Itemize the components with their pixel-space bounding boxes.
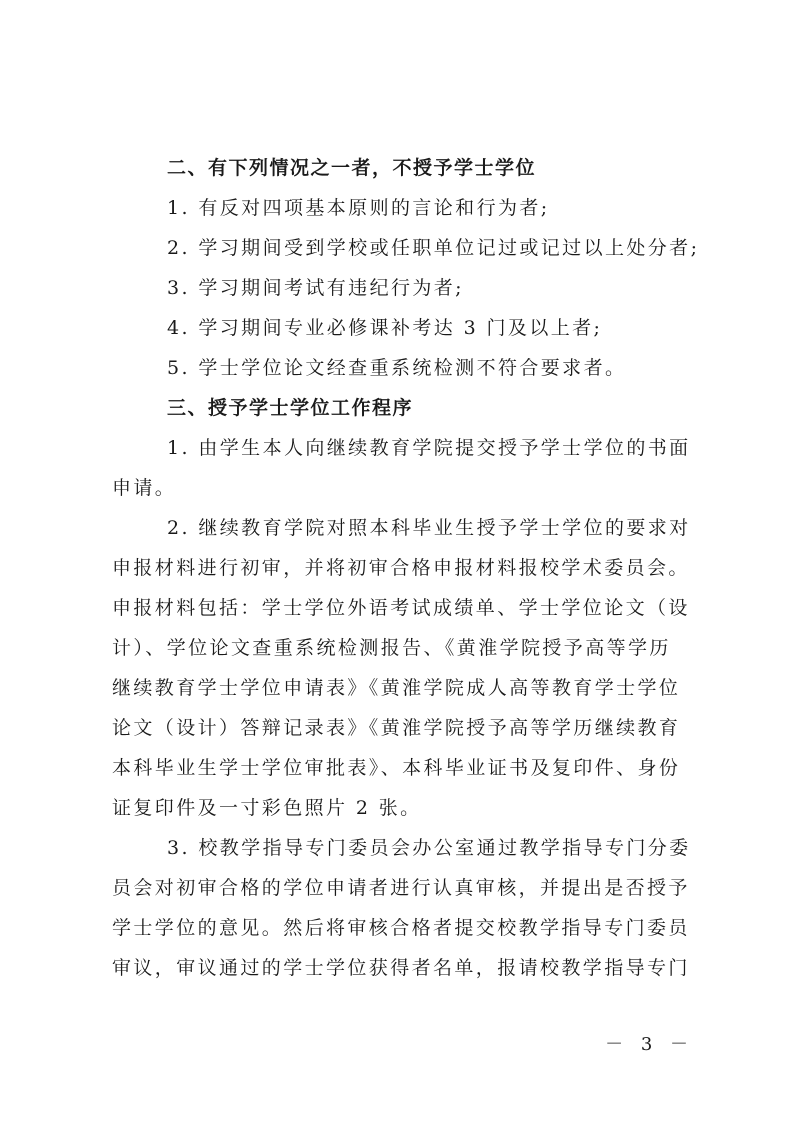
paragraph-line: 2. 继续教育学院对照本科毕业生授予学士学位的要求对 bbox=[167, 517, 691, 539]
paragraph-line: 计）、学位论文查重系统检测报告、《黄淮学院授予高等学历 bbox=[112, 637, 671, 659]
paragraph-line: 学士学位的意见。然后将审核合格者提交校教学指导专门委员 bbox=[112, 917, 690, 939]
paragraph-line: 1. 由学生本人向继续教育学院提交授予学士学位的书面 bbox=[167, 437, 691, 459]
paragraph-line: 申报材料进行初审，并将初审合格申报材料报校学术委员会。 bbox=[112, 557, 690, 579]
paragraph-line: 3. 校教学指导专门委员会办公室通过教学指导专门分委 bbox=[167, 837, 691, 859]
paragraph-line: 本科毕业生学士学位审批表》、本科毕业证书及复印件、身份 bbox=[112, 757, 681, 779]
paragraph-line: 证复印件及一寸彩色照片 2 张。 bbox=[112, 797, 422, 819]
paragraph-line: 论文（设计）答辩记录表》《黄淮学院授予高等学历继续教育 bbox=[112, 717, 681, 739]
paragraph-line: 申请。 bbox=[112, 477, 177, 499]
section-2-item-5: 5. 学士学位论文经查重系统检测不符合要求者。 bbox=[167, 357, 627, 379]
section-2-item-3: 3. 学习期间考试有违纪行为者; bbox=[167, 277, 464, 299]
paragraph-line: 继续教育学士学位申请表》《黄淮学院成人高等教育学士学位 bbox=[112, 677, 681, 699]
section-2-item-1: 1. 有反对四项基本原则的言论和行为者; bbox=[167, 197, 550, 219]
section-3-paragraph-1 bbox=[112, 428, 702, 508]
paragraph-line: 员会对初审合格的学位申请者进行认真审核，并提出是否授予 bbox=[112, 877, 690, 899]
section-2-item-2: 2. 学习期间受到学校或任职单位记过或记过以上处分者; bbox=[167, 237, 700, 259]
section-3-paragraph-2 bbox=[112, 508, 702, 828]
section-2-item-4: 4. 学习期间专业必修课补考达 3 门及以上者; bbox=[167, 317, 603, 339]
paragraph-line: 申报材料包括：学士学位外语考试成绩单、学士学位论文（设 bbox=[112, 597, 690, 619]
document-body bbox=[112, 148, 702, 988]
paragraph-line: 审议，审议通过的学士学位获得者名单，报请校教学指导专门 bbox=[112, 957, 690, 979]
section-2-heading: 二、有下列情况之一者，不授予学士学位 bbox=[167, 157, 537, 179]
page-number: － 3 － bbox=[605, 1034, 694, 1055]
section-3-paragraph-3 bbox=[112, 828, 702, 988]
section-3-heading: 三、授予学士学位工作程序 bbox=[167, 397, 414, 419]
